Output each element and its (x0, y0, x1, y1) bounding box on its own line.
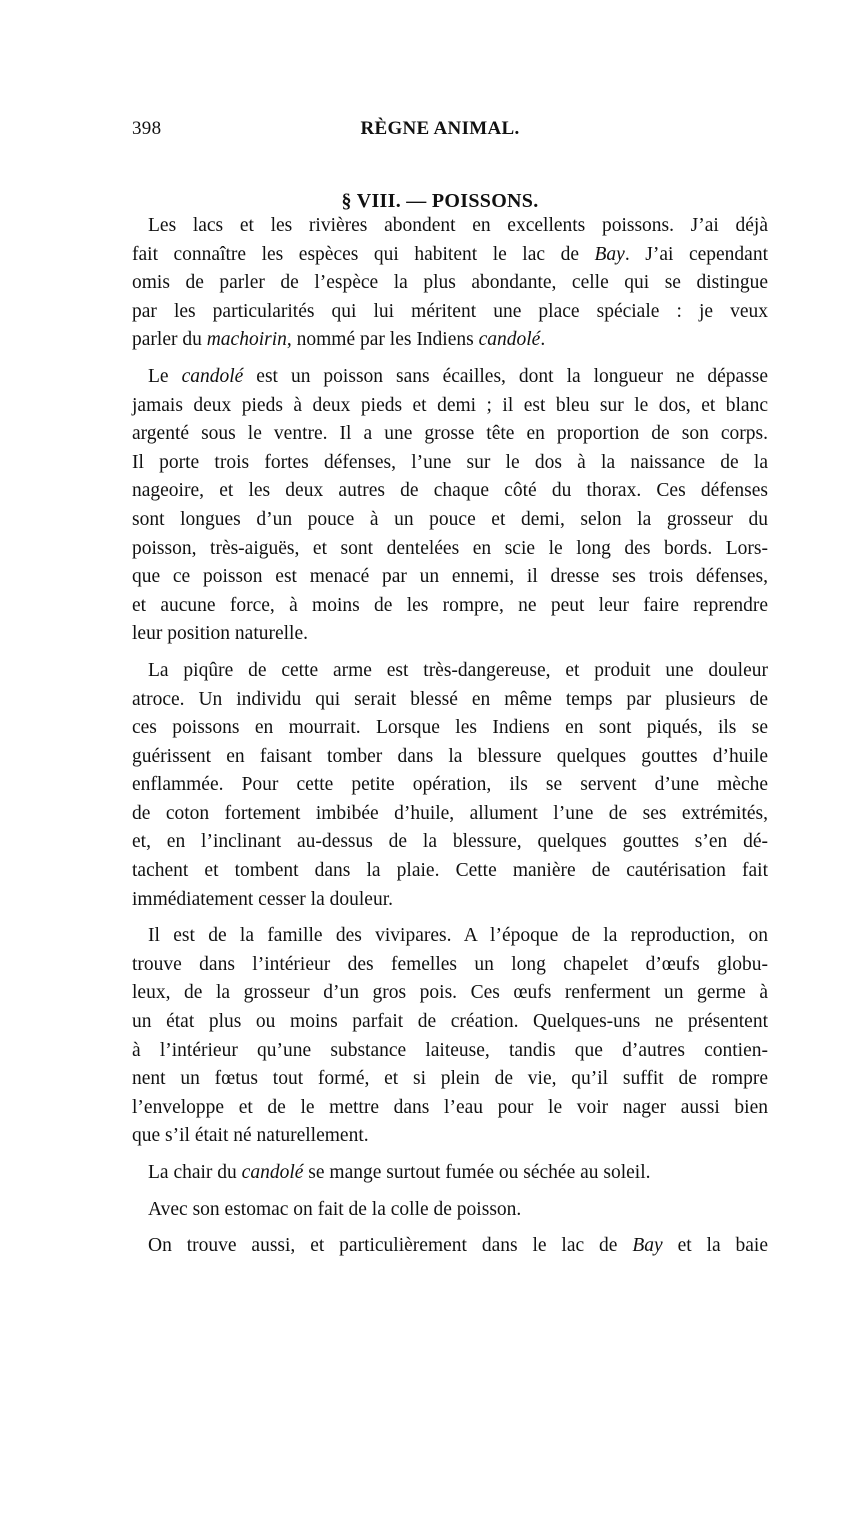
text-run: argenté sous le ventre. Il a une grosse tête en proportion de son corps. (132, 423, 768, 445)
text-line (132, 771, 768, 800)
text-line (132, 477, 768, 506)
text-run: ces poissons en mourrait. Lorsque les Indiens en sont piqués, ils se (132, 717, 768, 739)
text-run: de coton fortement imbibée d’huile, allument l’une de ses extrémités, (132, 802, 768, 824)
text-line (132, 1196, 768, 1225)
paragraph (132, 1232, 768, 1261)
text-line (132, 828, 768, 857)
text-run: par les particularités qui lui méritent une place spéciale : je veux (132, 300, 768, 322)
text-line (132, 951, 768, 980)
text-line (132, 1122, 768, 1151)
text-run: . (540, 329, 546, 351)
text-line (132, 298, 768, 327)
text-run: et, en l’inclinant au-dessus de la blessure, quelques gouttes s’en dé- (132, 831, 768, 853)
text-run: atroce. Un individu qui serait blessé en même temps par plusieurs de (132, 688, 768, 710)
text-run: , nommé par les Indiens (286, 329, 479, 351)
text-line (132, 743, 768, 772)
text-line (132, 979, 768, 1008)
text-line (132, 657, 768, 686)
text-run: immédiatement cesser la douleur. (132, 888, 393, 910)
text-run: Avec son estomac on fait de la colle de poisson. (148, 1198, 522, 1220)
paragraph (132, 212, 768, 355)
text-line (132, 449, 768, 478)
text-run: nent un fœtus tout formé, et si plein de vie, qu’il suffit de rompre (132, 1068, 768, 1090)
paragraph (132, 1196, 768, 1225)
italic-text: machoirin (206, 329, 287, 351)
text-line (132, 241, 768, 270)
running-title: RÈGNE ANIMAL. (360, 118, 520, 139)
text-run: se mange surtout fumée ou séchée au soleil. (303, 1162, 651, 1183)
text-run: La chair du (148, 1162, 242, 1183)
text-run: enflammée. Pour cette petite opération, ils se servent d’une mèche (132, 774, 768, 796)
text-line (132, 714, 768, 743)
paragraph (132, 657, 768, 914)
text-line (132, 363, 768, 392)
body-text (132, 212, 768, 1269)
text-run: l’enveloppe et de le mettre dans l’eau pour le voir nager aussi bien (132, 1096, 768, 1118)
text-line (132, 326, 768, 355)
text-run: . J’ai cependant (624, 243, 768, 265)
text-run: tachent et tombent dans la plaie. Cette manière de cautérisation fait (132, 860, 768, 882)
text-line (132, 506, 768, 535)
text-run: et aucune force, à moins de les rompre, ne peut leur faire reprendre (132, 594, 768, 616)
text-run: jamais deux pieds à deux pieds et demi ; il est bleu sur le dos, et blanc (132, 394, 768, 416)
text-run: à l’intérieur qu’une substance laiteuse, tandis que d’autres contien- (132, 1039, 768, 1061)
text-run: sont longues d’un pouce à un pouce et demi, selon la grosseur du (132, 508, 768, 530)
italic-text: Bay (594, 243, 625, 265)
text-line (132, 212, 768, 241)
text-line (132, 686, 768, 715)
italic-text: candolé (478, 329, 541, 351)
section-heading: § VIII. — POISSONS. (341, 190, 539, 212)
text-run: nageoire, et les deux autres de chaque côté du thorax. Ces défenses (132, 480, 768, 502)
paragraph (132, 922, 768, 1151)
text-line (132, 592, 768, 621)
text-run: et la baie (662, 1235, 768, 1257)
text-run: parler du (132, 329, 207, 351)
text-run: Il porte trois fortes défenses, l’une sur le dos à la naissance de la (132, 451, 768, 473)
text-run: poisson, très-aiguës, et sont dentelées en scie le long des bords. Lors- (132, 537, 768, 559)
text-run: Il est de la famille des vivipares. A l’époque de la reproduction, on (148, 925, 768, 947)
text-line (132, 392, 768, 421)
text-run: que ce poisson est menacé par un ennemi, il dresse ses trois défenses, (132, 566, 768, 588)
text-line (132, 1159, 768, 1188)
text-run: Le (148, 365, 182, 387)
text-run: La piqûre de cette arme est très-dangereuse, et produit une douleur (148, 659, 768, 681)
text-line (132, 922, 768, 951)
text-line (132, 1008, 768, 1037)
text-run: un état plus ou moins parfait de création. Quelques-uns ne présentent (132, 1011, 768, 1033)
text-run: que s’il était né naturellement. (132, 1125, 369, 1147)
text-run: guérissent en faisant tomber dans la blessure quelques gouttes d’huile (132, 745, 768, 767)
text-line (132, 620, 768, 649)
text-run: omis de parler de l’espèce la plus abondante, celle qui se distingue (132, 272, 768, 294)
text-line (132, 535, 768, 564)
text-line (132, 886, 768, 915)
text-line (132, 269, 768, 298)
paragraph (132, 363, 768, 649)
italic-text: candolé (241, 1162, 304, 1183)
page-number: 398 (132, 118, 162, 139)
text-line (132, 800, 768, 829)
text-line (132, 857, 768, 886)
text-line (132, 1232, 768, 1261)
text-run: On trouve aussi, et particulièrement dans le lac de (148, 1235, 633, 1257)
italic-text: candolé (181, 365, 244, 387)
text-run: leux, de la grosseur d’un gros pois. Ces œufs renferment un germe à (132, 982, 768, 1004)
italic-text: Bay (632, 1235, 663, 1257)
text-line (132, 1037, 768, 1066)
text-line (132, 420, 768, 449)
text-line (132, 1094, 768, 1123)
text-line (132, 563, 768, 592)
text-line (132, 1065, 768, 1094)
text-run: est un poisson sans écailles, dont la longueur ne dépasse (243, 365, 768, 387)
text-run: Les lacs et les rivières abondent en excellents poissons. J’ai déjà (148, 215, 768, 236)
text-run: leur position naturelle. (132, 623, 308, 645)
text-run: trouve dans l’intérieur des femelles un long chapelet d’œufs globu- (132, 953, 768, 975)
text-run: fait connaître les espèces qui habitent le lac de (132, 243, 595, 265)
paragraph (132, 1159, 768, 1188)
